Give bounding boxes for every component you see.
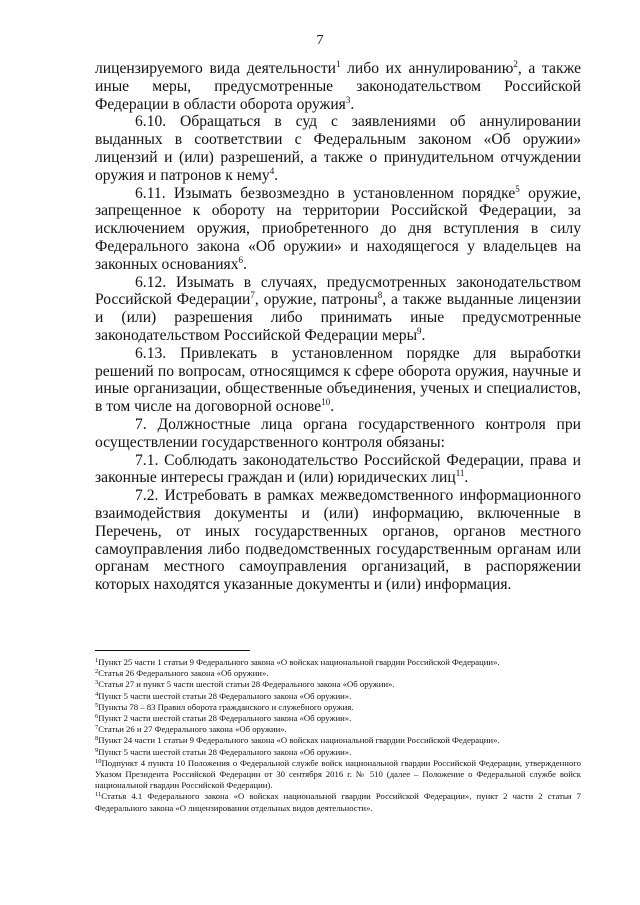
paragraph-7-2	[95, 487, 581, 594]
footnote-5	[95, 702, 581, 713]
footnote-number: 3	[95, 679, 99, 687]
footnote-10	[95, 758, 581, 792]
footnote-text: Подпункт 4 пункта 10 Положения о Федеральной службе войск национальной гвардии Российской Федерации, утвержденного Указом Президента Российской Федерации от 30 сентября 2016 г. № 510 (далее – Положение о Федеральной службе войск национальной гвардии Российской Федерации).	[95, 757, 581, 791]
paragraph-text: .	[350, 95, 355, 113]
footnote-text: Пункт 5 части шестой статьи 28 Федерального закона «Об оружии».	[98, 746, 352, 757]
footnote-text: Статьи 26 и 27 Федерального закона «Об оружии».	[98, 724, 287, 735]
paragraph-text: 7.2. Истребовать в рамках межведомственного информационного взаимодействия документы и (или) информацию, включенные в Перечень, от иных государственных органов, органов местного самоуправления либо подведомственных государственным органам или органам местного самоуправления организаций, в распоряжении которых находятся указанные документы и (или) информация.	[95, 487, 581, 594]
paragraph-text: 6.11. Изымать безвозмездно в установленном порядке	[135, 184, 516, 202]
paragraph-7-1	[95, 452, 581, 488]
paragraph-text: 7.1. Соблюдать законодательство Российской Федерации, права и законные интересы граждан и (или) юридических лиц	[95, 451, 581, 487]
body-text	[95, 60, 581, 594]
footnote-text: Пункт 25 части 1 статьи 9 Федерального закона «О войсках национальной гвардии Российской Федерации».	[98, 657, 500, 667]
footnote-number: 10	[95, 757, 102, 765]
paragraph-text: .	[464, 469, 469, 487]
footnote-ref: 6	[238, 254, 244, 265]
footnote-11	[95, 791, 581, 813]
paragraph-text: , оружие, патроны	[254, 291, 378, 309]
footnote-ref: 5	[515, 183, 520, 194]
paragraph-7	[95, 416, 581, 452]
paragraph-text: 6.13. Привлекать в установленном порядке для выработки решений по вопросам, относящимся к сфере оборота оружия, научные и иные организации, общественные объединения, ученых и специалистов, в том числе на договорной основе	[95, 344, 581, 416]
footnote-7	[95, 724, 581, 735]
footnote-text: Пункт 5 части шестой статьи 28 Федерального закона «Об оружии».	[98, 690, 352, 701]
footnote-number: 6	[95, 713, 99, 721]
footnote-1	[95, 657, 581, 668]
footnote-number: 1	[95, 657, 99, 664]
paragraph-text: оружие, запрещенное к обороту на территории Российской Федерации, за исключением оружия, приобретенного до дня вступления в силу Федерального закона «Об оружии» и находящегося у владельцев на законных основаниях	[95, 184, 581, 273]
footnote-text: Пункт 2 части шестой статьи 28 Федерального закона «Об оружии».	[98, 713, 352, 724]
paragraph-text: .	[274, 166, 279, 184]
paragraph-6-11	[95, 185, 581, 274]
paragraph-text: 7. Должностные лица органа государственного контроля при осуществлении государственного контроля обязаны:	[95, 415, 581, 451]
footnote-separator	[95, 650, 250, 651]
footnote-6	[95, 713, 581, 724]
footnote-number: 11	[95, 791, 102, 799]
footnotes	[95, 657, 581, 814]
footnote-number: 4	[95, 690, 99, 698]
paragraph-6-12	[95, 274, 581, 345]
footnote-ref: 10	[321, 397, 331, 408]
paragraph-text: , а также выданные лицензии и (или) разрешения либо принимать иные предусмотренные законодательством Российской Федерации меры	[95, 291, 581, 344]
footnote-ref: 4	[269, 165, 275, 176]
footnote-number: 8	[95, 735, 99, 743]
footnote-9	[95, 747, 581, 758]
footnote-ref: 11	[455, 468, 465, 479]
footnote-ref: 9	[417, 325, 422, 336]
paragraph-text: 6.12. Изымать в случаях, предусмотренных законодательством Российской Федерации	[95, 273, 581, 309]
footnote-4	[95, 691, 581, 702]
footnote-text: Статья 4.1 Федерального закона «О войсках национальной гвардии Российской Федерации», пункт 2 части 2 статьи 7 Федерального закона «О лицензировании отдельных видов деятельности».	[95, 791, 581, 813]
footnote-text: Пункт 24 части 1 статьи 9 Федерального закона «О войсках национальной гвардии Российской Федерации».	[98, 735, 500, 746]
footnote-ref: 2	[513, 59, 518, 69]
paragraph-6-10	[95, 113, 581, 184]
paragraph-6-13	[95, 345, 581, 416]
footnote-number: 2	[95, 668, 99, 676]
paragraph-text: , а также иные меры, предусмотренные законодательством Российской Федерации в области оборота оружия	[95, 60, 582, 113]
paragraph-text: .	[330, 398, 335, 416]
paragraph-text: лицензируемого вида деятельности	[95, 60, 336, 77]
paragraph-text: .	[421, 326, 426, 344]
footnote-text: Статья 26 Федерального закона «Об оружии».	[98, 668, 269, 679]
footnote-text: Статья 27 и пункт 5 части шестой статьи 28 Федерального закона «Об оружии».	[98, 679, 395, 690]
footnote-text: Пункты 78 – 83 Правил оборота гражданского и служебного оружия.	[98, 701, 354, 712]
page-number: 7	[316, 33, 324, 48]
footnote-2	[95, 668, 581, 679]
footnote-ref: 1	[335, 59, 341, 69]
footnote-number: 5	[95, 701, 99, 709]
paragraph-text: 6.10. Обращаться в суд с заявлениями об аннулировании выданных в соответствии с Федеральным законом «Об оружии» лицензий и (или) разрешений, а также о принудительном отчуждении оружия и патронов к нему	[95, 113, 581, 184]
footnote-3	[95, 679, 581, 690]
footnote-number: 7	[95, 724, 99, 732]
paragraph-intro	[95, 60, 581, 113]
paragraph-text: либо их аннулированию	[340, 60, 514, 77]
footnote-ref: 7	[250, 290, 255, 301]
footnote-ref: 3	[345, 94, 351, 105]
footnote-8	[95, 735, 581, 746]
paragraph-text: .	[243, 255, 247, 273]
footnote-number: 9	[95, 746, 99, 754]
footnote-ref: 8	[377, 290, 383, 301]
